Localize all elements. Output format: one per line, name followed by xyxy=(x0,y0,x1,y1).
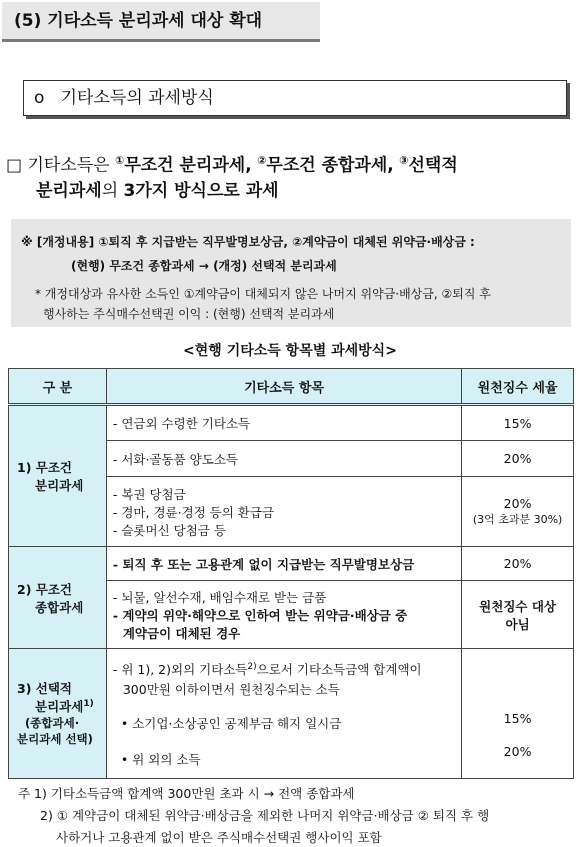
category-2-line-1: 2) 무조건 xyxy=(17,581,72,597)
footnote-ref: 2) xyxy=(247,662,257,672)
item-line: - 계약의 위약·해약으로 인하여 받는 위약금·배상금 중 xyxy=(112,607,408,623)
table-cell-item: - 퇴직 후 또는 고용관계 없이 지급받는 직무발명보상금 xyxy=(106,547,461,581)
category-3 xyxy=(9,649,107,779)
table-cell-rate xyxy=(462,477,574,547)
item-text: - 위 1), 2)외의 기타소득 xyxy=(112,662,248,678)
rate-value: 20% xyxy=(503,744,532,759)
note-line-3: * 개정대상과 유사한 소득인 ①계약금이 대체되지 않은 나머지 위약금·배상금, ②퇴직 후 xyxy=(35,287,491,301)
header-category: 구 분 xyxy=(9,369,107,405)
section-title: (5) 기타소득 분리과세 대상 확대 xyxy=(2,2,320,42)
item-line: - 슬롯머신 당첨금 등 xyxy=(112,522,226,538)
rate-value: 20% xyxy=(503,496,532,511)
category-3-line-3: (종합과세· xyxy=(25,716,80,731)
summary-end: 3가지 방식으로 과세 xyxy=(123,181,279,201)
item-line: - 복권 당첨금 xyxy=(112,486,186,502)
method-1: 무조건 분리과세, xyxy=(124,155,252,176)
item-line: • 위 외의 소득 xyxy=(120,752,201,768)
table-cell-item xyxy=(106,477,461,547)
item-line: • 소기업·소상공인 공제부금 해지 일시금 xyxy=(120,716,342,732)
table-cell-rate: 20% xyxy=(462,441,574,477)
category-3-line-2: 분리과세 xyxy=(35,699,84,715)
category-3-line-4: 분리과세 선택) xyxy=(17,732,93,747)
note-box xyxy=(11,219,571,327)
method-3-cont: 분리과세 xyxy=(36,181,102,201)
circled-3: ③ xyxy=(399,154,409,167)
item-text: 으로서 기타소득금액 합계액이 xyxy=(256,662,422,678)
table-cell-item xyxy=(106,581,461,649)
rate-line: 원천징수 대상 xyxy=(479,598,556,614)
category-2 xyxy=(9,547,107,649)
note-line-4: 행사하는 주식매수선택권 이익 : (현행) 선택적 분리과세 xyxy=(43,307,335,321)
table-cell-item xyxy=(106,649,461,779)
summary-particle: 의 xyxy=(101,181,119,201)
tax-method-table xyxy=(8,368,574,779)
table-cell-rate xyxy=(462,581,574,649)
summary-prefix: 기타소득은 xyxy=(27,155,110,176)
method-3: 선택적 xyxy=(408,155,458,176)
circled-2: ② xyxy=(257,154,267,167)
item-line: 300만원 이하이면서 원천징수되는 소득 xyxy=(122,682,340,698)
header-item: 기타소득 항목 xyxy=(106,369,461,405)
subheading-text: 기타소득의 과세방식 xyxy=(60,88,214,108)
method-2: 무조건 종합과세, xyxy=(266,155,394,176)
footnote-1: 주 1) 기타소득금액 합계액 300만원 초과 시 → 전액 종합과세 xyxy=(18,786,355,801)
rate-note: (3억 초과분 30%) xyxy=(472,513,563,526)
table-cell-rate xyxy=(462,649,574,779)
item-line: - 경마, 경륜·경정 등의 환급금 xyxy=(112,504,275,520)
footnote-2-line-1: 2) ① 계약금이 대체된 위약금·배상금을 제외한 나머지 위약금·배상금 ② 퇴직 후 행 xyxy=(40,808,490,823)
rate-line: 아님 xyxy=(505,616,530,632)
subheading-marker: o xyxy=(34,88,45,108)
circled-1: ① xyxy=(115,154,125,167)
note-line-2: (현행) 무조건 종합과세 → (개정) 선택적 분리과세 xyxy=(71,259,337,273)
item-line: - 뇌물, 알선수재, 배임수재로 받는 금품 xyxy=(112,589,327,605)
checkbox-square-icon: □ xyxy=(6,155,23,176)
category-2-line-2: 종합과세 xyxy=(35,599,84,615)
footnote-2-line-2: 사하거나 고용관계 없이 받은 주식매수선택권 행사이익 포함 xyxy=(56,830,382,845)
table-cell-item: - 서화·골동품 양도소득 xyxy=(106,441,461,477)
category-1 xyxy=(9,405,107,547)
header-rate: 원천징수 세율 xyxy=(462,369,574,405)
category-1-line-1: 1) 무조건 xyxy=(17,460,72,475)
table-cell-rate: 20% xyxy=(462,547,574,581)
note-line-1: ※ [개정내용] ①퇴직 후 지급받는 직무발명보상금, ②계약금이 대체된 위약금·배상금 : xyxy=(21,235,475,249)
category-3-line-1: 3) 선택적 xyxy=(17,681,72,697)
footnote-ref: 1) xyxy=(83,698,94,709)
category-1-line-2: 분리과세 xyxy=(35,478,84,493)
table-cell-rate: 15% xyxy=(462,405,574,441)
rate-value: 15% xyxy=(503,711,532,726)
item-line: 계약금이 대체된 경우 xyxy=(122,625,241,641)
table-cell-item: - 연금외 수령한 기타소득 xyxy=(106,405,461,441)
subheading-box xyxy=(23,80,567,116)
summary-line-2 xyxy=(36,176,279,206)
table-title: <현행 기타소득 항목별 과세방식> xyxy=(183,343,397,359)
